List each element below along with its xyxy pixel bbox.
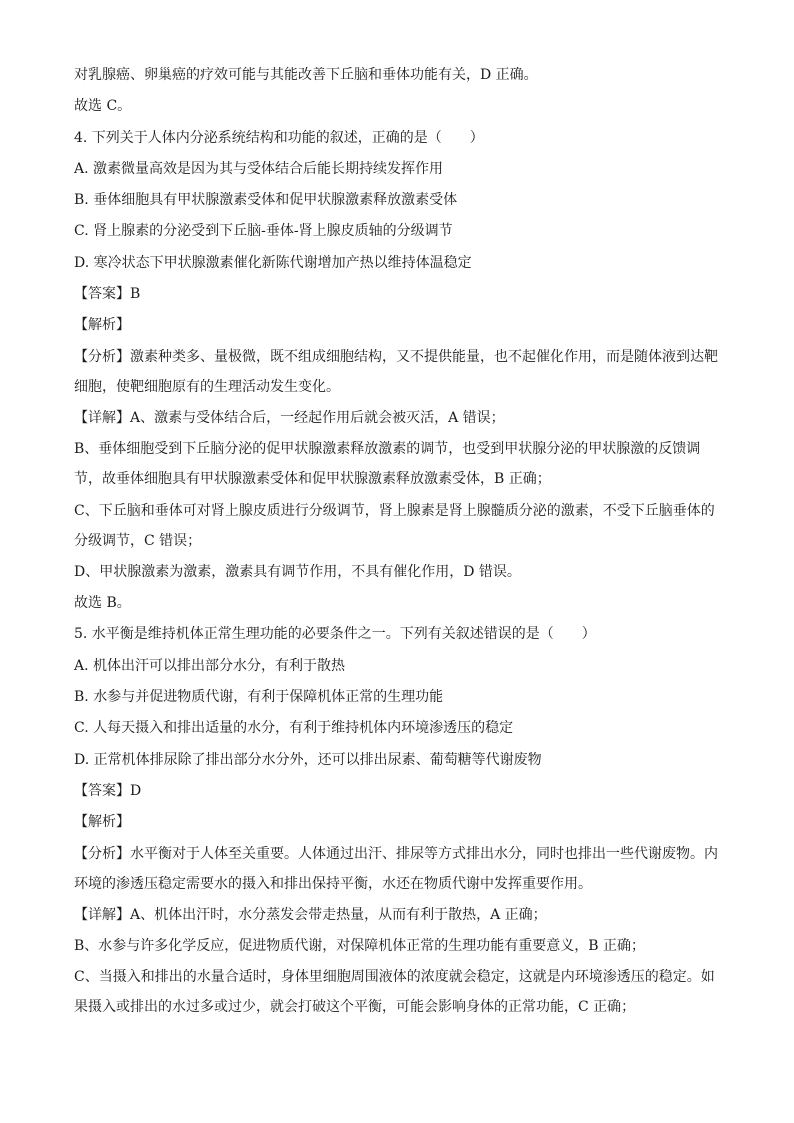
detail-text: 【详解】A、机体出汗时，水分蒸发会带走热量，从而有利于散热，A 正确；: [74, 906, 547, 923]
text-line: 故选 B。: [74, 595, 131, 612]
detail-text: C、下丘脑和垂体可对肾上腺皮质进行分级调节，肾上腺素是肾上腺髓质分泌的激素，不受下丘脑垂体的: [74, 502, 715, 519]
answer-line: 【答案】B: [74, 286, 141, 303]
detail-text: D、甲状腺激素为激素，激素具有调节作用，不具有催化作用，D 错误。: [74, 563, 521, 580]
option-d: D. 正常机体排尿除了排出部分水分外，还可以排出尿素、葡萄糖等代谢废物: [74, 751, 542, 768]
detail-text: 果摄入或排出的水过多或过少，就会打破这个平衡，可能会影响身体的正常功能，C 正确；: [74, 999, 636, 1016]
analysis-text: 【分析】水平衡对于人体至关重要。人体通过出汗、排尿等方式排出水分，同时也排出一些代谢废物。内: [74, 845, 718, 862]
option-c: C. 人每天摄入和排出适量的水分，有利于维持机体内环境渗透压的稳定: [74, 720, 514, 737]
analysis-text: 细胞，使靶细胞原有的生理活动发生变化。: [74, 378, 340, 395]
text-line: 对乳腺癌、卵巢癌的疗效可能与其能改善下丘脑和垂体功能有关，D 正确。: [74, 67, 538, 83]
option-a: A. 机体出汗可以排出部分水分，有利于散热: [74, 657, 346, 674]
question-stem: 5. 水平衡是维持机体正常生理功能的必要条件之一。下列有关叙述错误的是（ ）: [74, 626, 596, 643]
detail-text: C、当摄入和排出的水量合适时，身体里细胞周围液体的浓度就会稳定，这就是内环境渗透压的稳定。如: [74, 969, 715, 986]
answer-line: 【答案】D: [74, 782, 142, 799]
detail-text: B、垂体细胞受到下丘脑分泌的促甲状腺激素释放激素的调节，也受到甲状腺分泌的甲状腺激的反馈调: [74, 441, 701, 458]
option-a: A. 激素微量高效是因为其与受体结合后能长期持续发挥作用: [74, 160, 444, 177]
detail-text: 分级调节，C 错误；: [74, 532, 202, 549]
document-body: [74, 64, 724, 1028]
detail-text: B、水参与许多化学反应，促进物质代谢，对保障机体正常的生理功能有重要意义，B 正确；: [74, 938, 646, 955]
question-stem: 4. 下列关于人体内分泌系统结构和功能的叙述，正确的是（ ）: [74, 129, 484, 146]
text-line: 故选 C。: [74, 98, 132, 115]
detail-text: 节，故垂体细胞具有甲状腺激素受体和促甲状腺激素释放激素受体，B 正确；: [74, 471, 551, 488]
detail-text: 【详解】A、激素与受体结合后，一经起作用后就会被灭活，A 错误；: [74, 409, 505, 426]
analysis-text: 环境的渗透压稳定需要水的摄入和排出保持平衡，水还在物质代谢中发挥重要作用。: [74, 875, 592, 892]
option-b: B. 垂体细胞具有甲状腺激素受体和促甲状腺激素释放激素受体: [74, 192, 458, 209]
option-c: C. 肾上腺素的分泌受到下丘脑-垂体-肾上腺皮质轴的分级调节: [74, 223, 453, 240]
analysis-text: 【分析】激素种类多、量极微，既不组成细胞结构，又不提供能量，也不起催化作用，而是随体液到达靶: [74, 348, 718, 365]
option-d: D. 寒冷状态下甲状腺激素催化新陈代谢增加产热以维持体温稳定: [74, 254, 472, 271]
analysis-heading: 【解析】: [74, 814, 130, 831]
analysis-heading: 【解析】: [74, 317, 130, 334]
option-b: B. 水参与并促进物质代谢，有利于保障机体正常的生理功能: [74, 689, 444, 706]
